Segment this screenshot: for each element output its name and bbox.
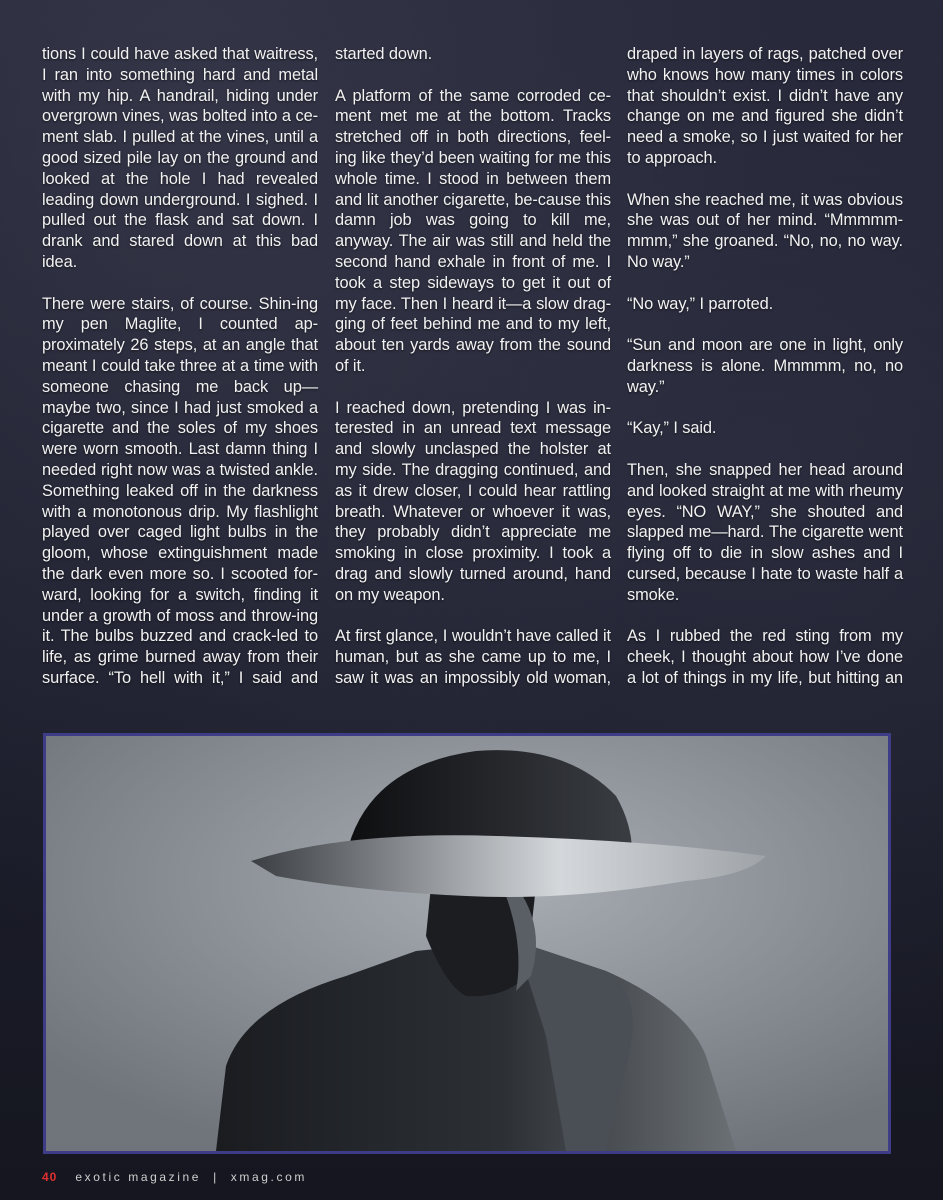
footer-separator: | bbox=[213, 1170, 219, 1184]
paragraph: “No way,” I parroted. bbox=[627, 294, 774, 313]
paragraph: As I rubbed the red sting from my cheek, I thought about how I’ve done a lot of things in my life, but hitting an bbox=[627, 627, 903, 687]
paragraph: “Sun and moon are one in light, only darkness is alone. Mmmmm, no, no way.” bbox=[627, 336, 903, 396]
noir-detective-photo bbox=[43, 733, 891, 1154]
article-column-3 bbox=[627, 44, 903, 689]
article-column-1 bbox=[42, 44, 318, 689]
paragraph: started down. bbox=[335, 45, 433, 63]
paragraph: A platform of the same corroded ce-ment met me at the bottom. Tracks stretched off in both directions, feel-ing like they’d been waiting for me this whole time. I stood in between them and lit another cigarette, be-cause this damn job was going to kill me, anyway. The air was still and held the second hand exhale in front of me. I took a step sideways to get it out of my face. Then I heard it—a slow drag-ging of feet behind me and to my left, about ten yards away from the sound of it. bbox=[335, 86, 611, 375]
article-column-2 bbox=[335, 44, 611, 689]
paragraph: When she reached me, it was obvious she was out of her mind. “Mmmmm-mmm,” she groaned. “No, no, no way. No way.” bbox=[627, 190, 903, 271]
page-number: 40 bbox=[42, 1170, 58, 1184]
paragraph: Then, she snapped her head around and looked straight at me with rheumy eyes. “NO WAY,” she shouted and slapped me—hard. The cigarette went flying off to die in slow ashes and I cursed, because I hate to waste half a smoke. bbox=[627, 460, 903, 604]
paragraph: There were stairs, of course. Shin-ing my pen Maglite, I counted ap-proximately 26 steps, at an angle that meant I could take three at a time with someone chasing me back up—maybe two, since I had just smoked a cigarette and the soles of my shoes were worn smooth. Last damn thing I needed right now was a twisted ankle. Something leaked off in the darkness with a monotonous drip. My flashlight played over caged light bulbs in the gloom, whose extinguishment made the dark even more so. I scooted for-ward, looking for a switch, finding it under a growth of moss and throw-ing it. The bulbs buzzed and crack-led to life, as grime burned away from their surface. “To hell with it,” I said and bbox=[42, 294, 318, 687]
paragraph: tions I could have asked that waitress, I ran into something hard and metal with my hip. A handrail, hiding under overgrown vines, was bolted into a ce-ment slab. I pulled at the vines, until a good sized pile lay on the ground and looked at the hole I had revealed leading down underground. I sighed. I pulled out the flask and sat down. I drank and stared down at this bad idea. bbox=[42, 45, 318, 271]
page-footer bbox=[42, 1170, 307, 1184]
publication-name: exotic magazine bbox=[75, 1170, 202, 1184]
paragraph: “Kay,” I said. bbox=[627, 419, 717, 438]
website-link[interactable]: xmag.com bbox=[230, 1170, 307, 1184]
paragraph: At first glance, I wouldn’t have called it human, but as she came up to me, I saw it was an impossibly old woman, bbox=[335, 627, 611, 687]
paragraph: draped in layers of rags, patched over who knows how many times in colors that shouldn’t exist. I didn’t have any change on me and figured she didn’t need a smoke, so I just waited for her to approach. bbox=[627, 45, 903, 167]
article-columns bbox=[42, 44, 904, 694]
paragraph: I reached down, pretending I was in-terested in an unread text message and slowly unclasped the holster at my side. The dragging continued, and as it drew closer, I could hear rattling breath. Whatever or whoever it was, they probably didn’t appreciate me smoking in close proximity. I took a drag and slowly turned around, hand on my weapon. bbox=[335, 398, 611, 604]
fedora-figure-illustration bbox=[46, 736, 888, 1151]
